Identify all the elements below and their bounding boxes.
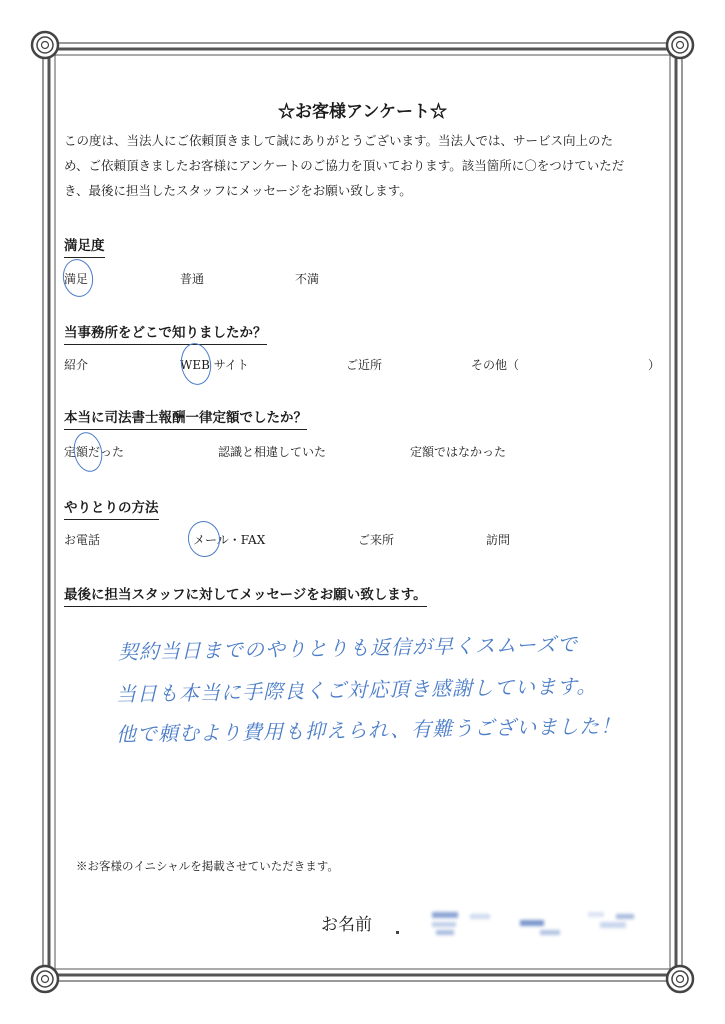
fee-option-different[interactable]: 認識と相違していた <box>218 445 327 459</box>
message-heading: 最後に担当スタッフに対してメッセージをお願い致します。 <box>64 583 427 607</box>
satisfaction-option-neutral[interactable]: 普通 <box>180 272 205 286</box>
contact-option-mail-fax[interactable]: メール・FAX <box>193 533 266 547</box>
source-heading: 当事務所をどこで知りましたか？ <box>64 321 267 345</box>
satisfaction-heading: 満足度 <box>64 234 105 258</box>
source-option-website[interactable]: WEB サイト <box>180 358 249 372</box>
initials-note: ※お客様のイニシャルを掲載させていただきます。 <box>76 859 339 873</box>
contact-option-home-visit[interactable]: 訪問 <box>486 533 511 547</box>
contact-option-visit-office[interactable]: ご来所 <box>358 533 395 547</box>
name-dot <box>396 931 399 934</box>
source-option-neighborhood[interactable]: ご近所 <box>346 358 383 372</box>
source-option-referral[interactable]: 紹介 <box>64 358 89 372</box>
contact-heading: やりとりの方法 <box>64 496 159 520</box>
corner-ornament-top-right <box>667 32 693 58</box>
fee-heading: 本当に司法書士報酬一律定額でしたか？ <box>64 406 307 430</box>
fee-option-fixed[interactable]: 定額だった <box>64 445 125 459</box>
source-option-other[interactable]: その他（ <box>471 358 520 372</box>
name-label: お名前 <box>321 915 372 935</box>
handwritten-message-line-1: 契約当日までのやりとりも返信が早くスムーズで <box>117 631 579 665</box>
intro-line-1: この度は、当法人にご依頼頂きまして誠にありがとうございます。当法人では、サービス向上のた <box>64 133 614 148</box>
corner-ornament-bottom-right <box>667 966 693 992</box>
satisfaction-option-dissatisfied[interactable]: 不満 <box>295 272 320 286</box>
corner-ornament-top-left <box>32 32 58 58</box>
contact-option-phone[interactable]: お電話 <box>64 533 101 547</box>
intro-line-3: き、最後に担当したスタッフにメッセージをお願い致します。 <box>64 183 412 198</box>
corner-ornament-bottom-left <box>32 966 58 992</box>
source-option-other-close: ） <box>648 358 661 372</box>
handwritten-message-line-3: 他で頼むより費用も抑えられ、有難うございました！ <box>115 713 622 747</box>
survey-title: ☆お客様アンケート☆ <box>278 102 447 122</box>
intro-line-2: め、ご依頼頂きましたお客様にアンケートのご協力を頂いております。該当箇所に〇をつけていただ <box>64 158 625 173</box>
handwritten-message-line-2: 当日も本当に手際良くご対応頂き感謝しています。 <box>115 673 598 707</box>
satisfaction-option-satisfied[interactable]: 満足 <box>64 272 89 286</box>
fee-option-not-fixed[interactable]: 定額ではなかった <box>410 445 507 459</box>
